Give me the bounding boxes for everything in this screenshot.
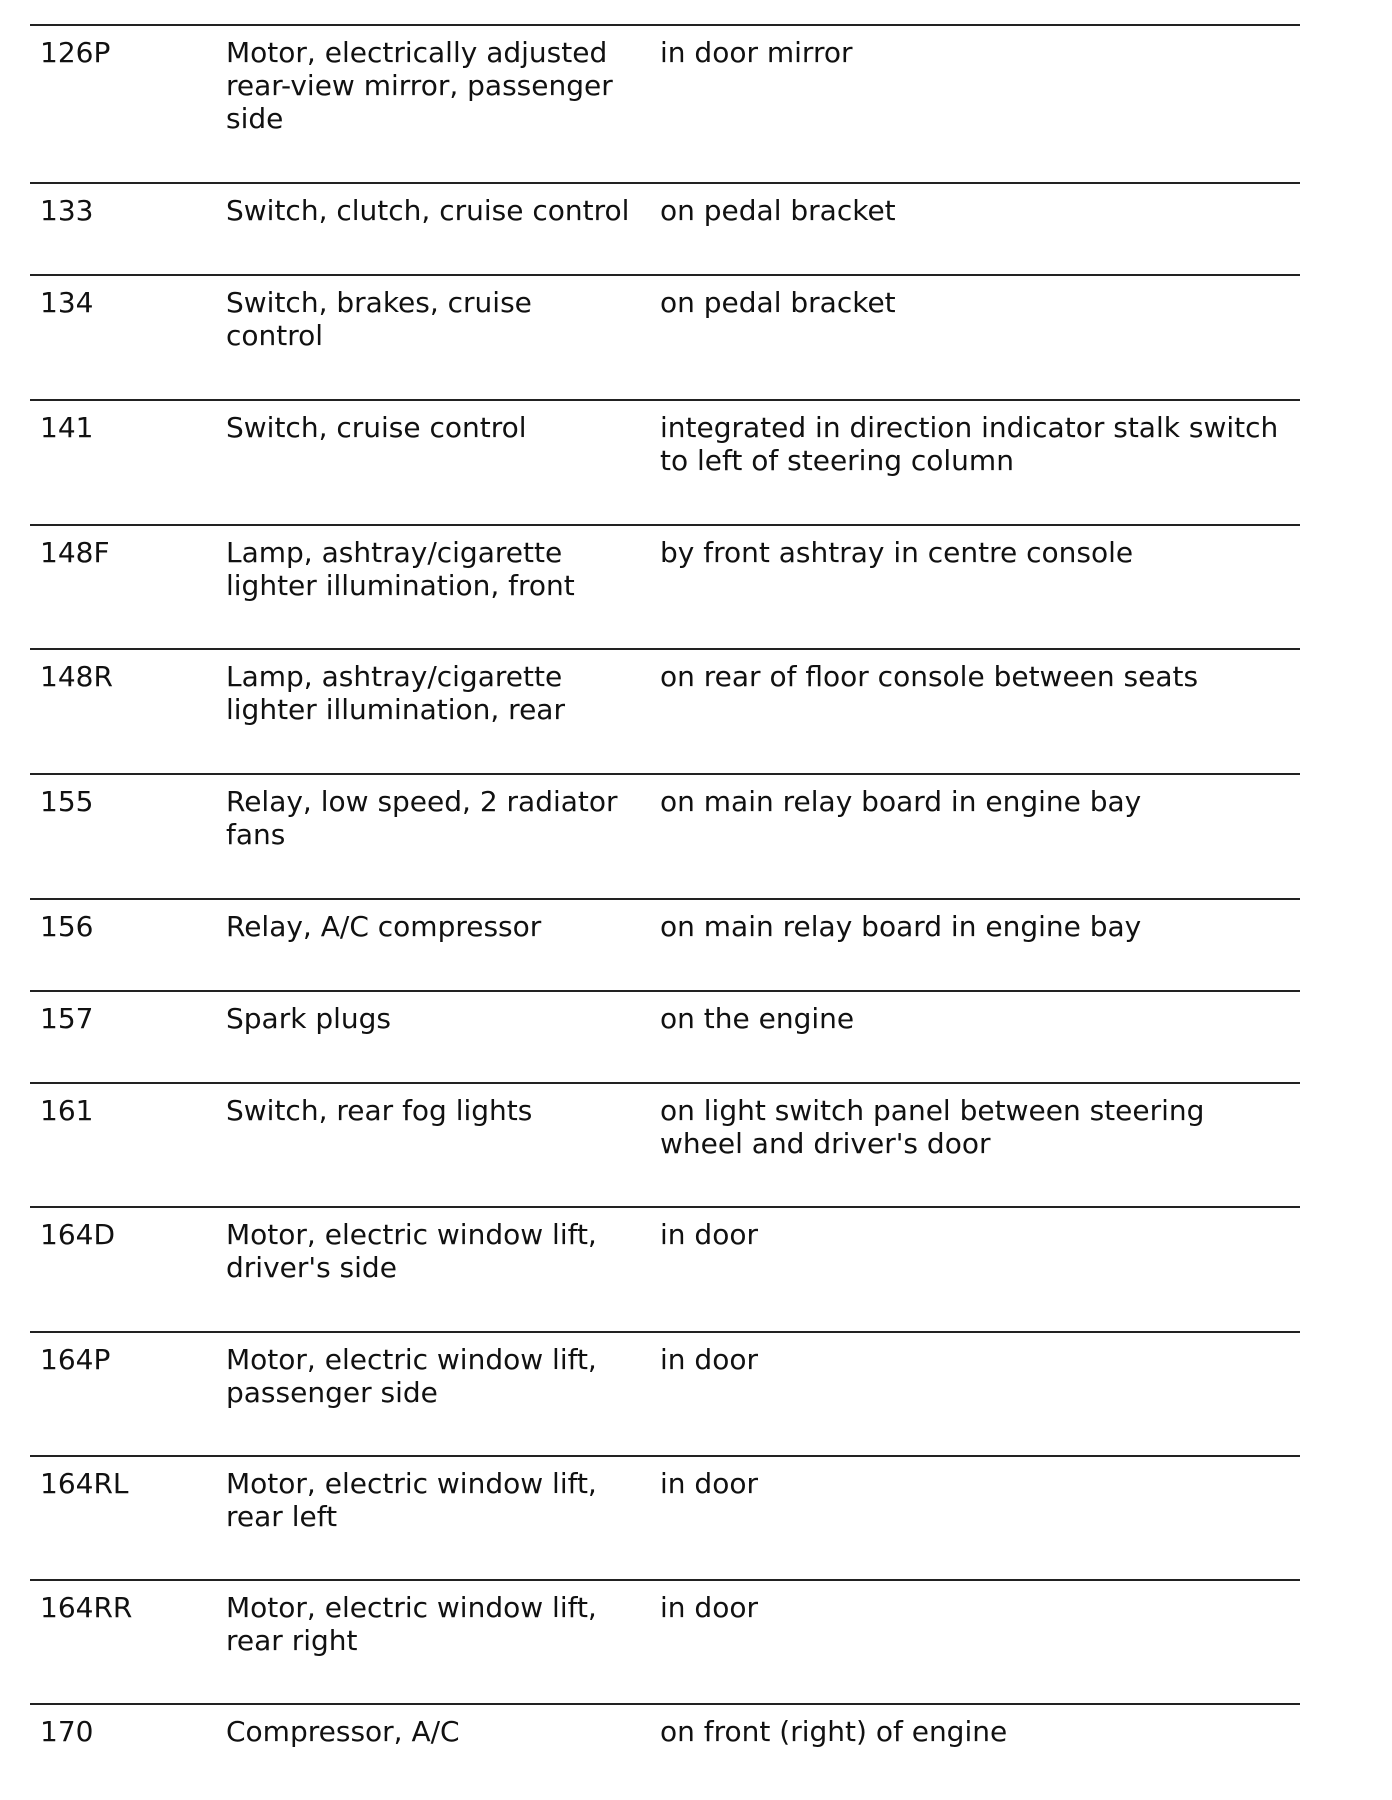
table-row: [30, 24, 1300, 182]
component-description: Switch, brakes, cruise control: [226, 286, 532, 352]
component-code: 164D: [40, 1218, 116, 1251]
component-code: 155: [40, 785, 94, 818]
component-code: 157: [40, 1002, 94, 1035]
component-description: Lamp, ashtray/cigarette lighter illumination, front: [226, 536, 575, 602]
table-row: [30, 1331, 1300, 1455]
component-description: Switch, clutch, cruise control: [226, 194, 630, 227]
component-location: on the engine: [660, 1002, 855, 1035]
component-location: integrated in direction indicator stalk switch to left of steering column: [660, 411, 1279, 477]
component-code: 161: [40, 1094, 94, 1127]
component-location: in door: [660, 1343, 758, 1376]
component-location: on main relay board in engine bay: [660, 785, 1142, 818]
table-row: [30, 1579, 1300, 1703]
component-location: on main relay board in engine bay: [660, 910, 1142, 943]
component-description: Relay, low speed, 2 radiator fans: [226, 785, 618, 851]
table-row: [30, 182, 1300, 274]
table-row: [30, 524, 1300, 648]
component-description: Switch, cruise control: [226, 411, 527, 444]
component-description: Switch, rear fog lights: [226, 1094, 533, 1127]
component-code: 170: [40, 1715, 94, 1748]
component-location: in door: [660, 1467, 758, 1500]
component-description: Lamp, ashtray/cigarette lighter illumination, rear: [226, 660, 565, 726]
table-row: [30, 990, 1300, 1082]
component-location: on rear of floor console between seats: [660, 660, 1199, 693]
table-row: [30, 773, 1300, 898]
component-location: in door mirror: [660, 36, 853, 69]
table-row: [30, 399, 1300, 524]
component-description: Compressor, A/C: [226, 1715, 460, 1748]
component-location: on pedal bracket: [660, 286, 896, 319]
table-row: [30, 1206, 1300, 1331]
component-code: 164RR: [40, 1591, 133, 1624]
component-code: 126P: [40, 36, 111, 69]
table-row: [30, 274, 1300, 399]
component-code: 134: [40, 286, 94, 319]
component-code: 141: [40, 411, 94, 444]
component-location: in door: [660, 1218, 758, 1251]
table-row: [30, 648, 1300, 773]
component-description: Spark plugs: [226, 1002, 391, 1035]
component-table: [30, 24, 1300, 1783]
component-description: Motor, electric window lift, rear left: [226, 1467, 597, 1533]
component-location: in door: [660, 1591, 758, 1624]
component-location: on pedal bracket: [660, 194, 896, 227]
table-row: [30, 1455, 1300, 1579]
table-row: [30, 1082, 1300, 1206]
component-location: on light switch panel between steering wheel and driver's door: [660, 1094, 1205, 1160]
component-code: 133: [40, 194, 94, 227]
component-code: 164P: [40, 1343, 111, 1376]
component-location: by front ashtray in centre console: [660, 536, 1134, 569]
table-row: [30, 898, 1300, 990]
component-description: Motor, electric window lift, rear right: [226, 1591, 597, 1657]
component-code: 156: [40, 910, 94, 943]
table-row: [30, 1703, 1300, 1783]
component-description: Relay, A/C compressor: [226, 910, 542, 943]
component-code: 164RL: [40, 1467, 129, 1500]
component-description: Motor, electric window lift, passenger side: [226, 1343, 597, 1409]
component-code: 148R: [40, 660, 113, 693]
component-location: on front (right) of engine: [660, 1715, 1008, 1748]
component-description: Motor, electric window lift, driver's side: [226, 1218, 597, 1284]
component-description: Motor, electrically adjusted rear-view mirror, passenger side: [226, 36, 613, 135]
component-code: 148F: [40, 536, 110, 569]
